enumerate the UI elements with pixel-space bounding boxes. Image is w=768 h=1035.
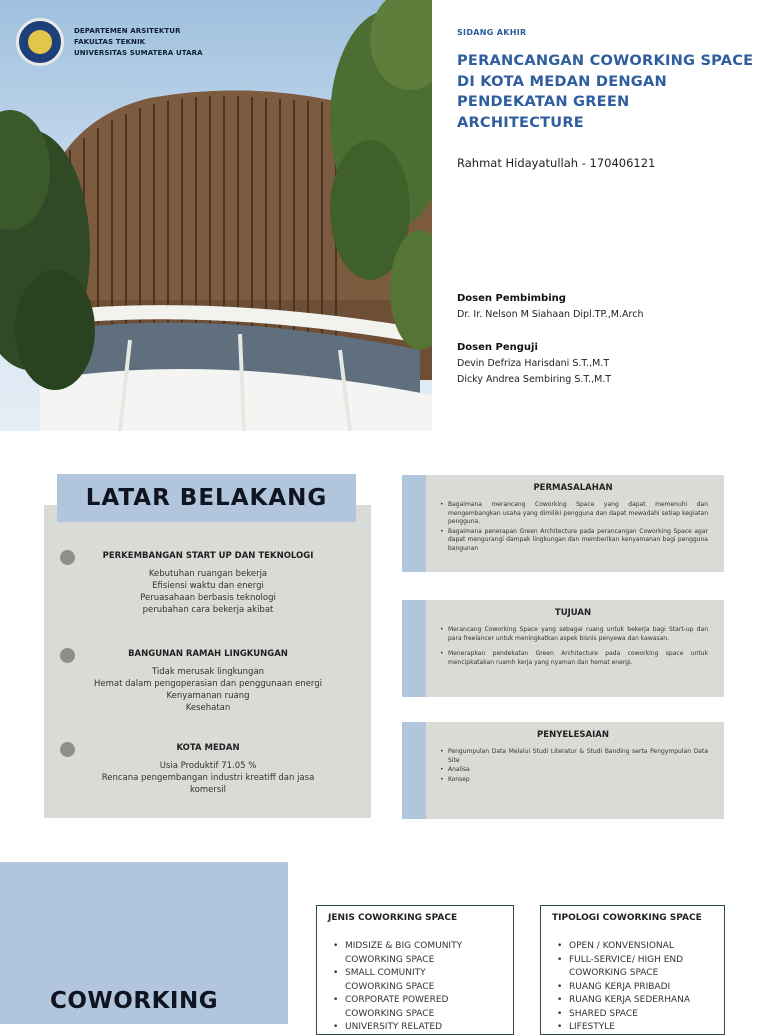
dosen-penguji-section <box>457 340 757 388</box>
dosen-penguji-label: Dosen Penguji <box>457 342 538 353</box>
permasalahan-item: • Bagaimana penerapan Green Architecture pada perancangan Coworking Space agar dapat mengurangi dampak lingkungan dan memberikan kenyamanan bagi pengguna bangunan <box>448 528 708 554</box>
card-accent-bar <box>402 600 426 697</box>
jenis-coworking-box <box>316 905 514 1035</box>
penyelesaian-item: • Pengumpulan Data Melalui Studi Literatur & Studi Banding serta Pengympulan Data Site <box>448 748 708 765</box>
latar-item-line: Efisiensi waktu dan energi <box>152 581 264 591</box>
latar-item-heading: KOTA MEDAN <box>176 743 240 753</box>
university-seal-logo <box>16 18 64 66</box>
tipologi-item: • OPEN / KONVENSIONAL <box>557 940 690 954</box>
penyelesaian-card <box>402 722 724 819</box>
latar-item <box>60 742 356 796</box>
permasalahan-card <box>402 475 724 572</box>
tujuan-title: TUJUAN <box>554 608 592 618</box>
latar-item-heading: PERKEMBANGAN START UP DAN TEKNOLOGI <box>102 551 314 561</box>
latar-item-heading: BANGUNAN RAMAH LINGKUNGAN <box>128 649 288 659</box>
title-block <box>457 28 757 133</box>
permasalahan-item: • Bagaimana merancang Coworking Space yang dapat memenuhi dan mengembangkan usaha yang dimiliki pengguna dan dapat mewadahi setiap kegiatan pengguna. <box>448 501 708 527</box>
latar-item-line: Tidak merusak lingkungan <box>151 667 265 677</box>
latar-belakang-title: LATAR BELAKANG <box>85 485 328 511</box>
penyelesaian-title: PENYELESAIAN <box>537 730 609 740</box>
tipologi-item: • FULL-SERVICE/ HIGH END <box>557 954 690 968</box>
jenis-item-cont: COWORKING SPACE <box>345 981 435 992</box>
tipologi-coworking-box <box>540 905 725 1035</box>
tipologi-item: • RUANG KERJA PRIBADI <box>557 981 690 995</box>
latar-item <box>60 550 356 616</box>
dosen-pembimbing-name: Dr. Ir. Nelson M Siahaan Dipl.TP.,M.Arch <box>457 309 644 320</box>
dosen-penguji-name: Devin Defriza Harisdani S.T.,M.T <box>457 358 610 369</box>
department-line: DEPARTEMEN ARSITEKTUR <box>74 26 181 35</box>
tujuan-item: • Merancang Coworking Space yang sebagai ruang untuk bekerja bagi Start-up dan para freelancer untuk meningkatkan aspek bisnis penyewa dan kawasan. <box>448 626 708 643</box>
university-line: UNIVERSITAS SUMATERA UTARA <box>74 48 203 57</box>
coworking-title: COWORKING <box>50 988 219 1014</box>
latar-belakang-title-box <box>57 474 356 522</box>
bullet-circle-icon <box>60 648 75 663</box>
jenis-item: • MIDSIZE & BIG COMUNITY <box>333 940 462 954</box>
faculty-line: FAKULTAS TEKNIK <box>74 37 146 46</box>
thesis-title: PERANCANGAN COWORKING SPACE DI KOTA MEDAN DENGAN PENDEKATAN GREEN ARCHITECTURE <box>457 52 754 131</box>
latar-item-line: Hemat dalam pengoperasian dan penggunaan energi <box>93 679 323 689</box>
latar-item <box>60 648 356 714</box>
tujuan-item: • Menerapkan pendekatan Green Architecture pada coworking space untuk mencipkatakan ruamh kerja yang nyaman dan hemat energi. <box>448 650 708 667</box>
author-name: Rahmat Hidayatullah - 170406121 <box>457 156 656 170</box>
jenis-coworking-title: JENIS COWORKING SPACE <box>328 913 458 923</box>
jenis-item-cont: COWORKING SPACE <box>345 1008 435 1019</box>
jenis-item: • CORPORATE POWERED <box>333 994 462 1008</box>
tipologi-item-cont: COWORKING SPACE <box>569 968 659 978</box>
jenis-item: • SMALL COMUNITY <box>333 967 462 981</box>
penyelesaian-item: • Konsep <box>448 776 708 785</box>
tipologi-coworking-title: TIPOLOGI COWORKING SPACE <box>552 913 702 923</box>
latar-item-line: Peruasahaan berbasis teknologi <box>140 593 276 603</box>
dosen-pembimbing-section <box>457 291 757 323</box>
latar-item-line: perubahan cara bekerja akibat <box>142 605 274 615</box>
department-header <box>16 18 203 66</box>
dosen-penguji-name: Dicky Andrea Sembiring S.T.,M.T <box>457 374 612 385</box>
event-label: SIDANG AKHIR <box>457 28 527 37</box>
bullet-circle-icon <box>60 550 75 565</box>
penyelesaian-item: • Analisa <box>448 766 708 775</box>
latar-item-line: Kesehatan <box>185 703 231 713</box>
latar-item-line: Rencana pengembangan industri kreatiff dan jasa komersil <box>101 773 315 795</box>
department-text <box>74 26 203 59</box>
tipologi-item: • RUANG KERJA SEDERHANA <box>557 994 690 1008</box>
latar-item-line: Kebutuhan ruangan bekerja <box>148 569 268 579</box>
tujuan-card <box>402 600 724 697</box>
tipologi-item: • SHARED SPACE <box>557 1008 690 1022</box>
card-accent-bar <box>402 475 426 572</box>
jenis-item: • UNIVERSITY RELATED <box>333 1021 462 1035</box>
jenis-item-cont: COWORKING SPACE <box>345 954 435 965</box>
permasalahan-title: PERMASALAHAN <box>533 483 613 493</box>
latar-item-line: Kenyamanan ruang <box>166 691 250 701</box>
card-accent-bar <box>402 722 426 819</box>
dosen-pembimbing-label: Dosen Pembimbing <box>457 293 566 304</box>
bullet-circle-icon <box>60 742 75 757</box>
hero-building-render <box>0 0 432 431</box>
latar-item-line: Usia Produktif 71.05 % <box>159 761 257 771</box>
tipologi-item: • LIFESTYLE <box>557 1021 690 1035</box>
